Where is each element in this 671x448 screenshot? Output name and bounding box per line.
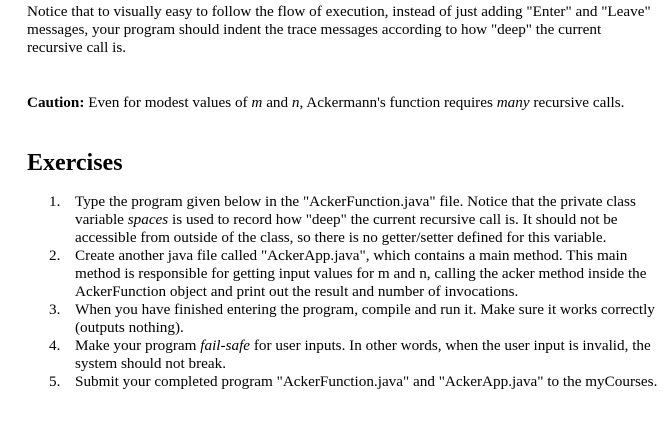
- caution-text-2: and: [262, 94, 292, 111]
- caution-text-3: , Ackermann's function requires: [299, 94, 497, 111]
- exercise-text: Make your program: [75, 337, 201, 354]
- exercise-item-2: [0, 247, 660, 301]
- exercise-text: Create another java file called "AckerApp.java", which contains a main method. This main method is responsible for getting input values for m and n, calling the acker method inside the AckerFunction object and print out the result and number of invocations.: [75, 247, 647, 300]
- exercise-item-5: [0, 373, 660, 391]
- caution-label: Caution:: [27, 94, 85, 111]
- exercise-item-3: [0, 301, 660, 337]
- exercise-number: 4.: [49, 337, 61, 354]
- exercise-number: 5.: [49, 373, 61, 390]
- exercise-number: 1.: [49, 193, 61, 210]
- exercise-emphasis: spaces: [127, 211, 169, 228]
- exercise-text: Type the program given below in the "AckerFunction.java" file. Notice that the private class variable: [75, 193, 636, 228]
- exercise-number: 2.: [49, 247, 61, 264]
- exercise-text: Submit your completed program "AckerFunction.java" and "AckerApp.java" to the myCourses.: [75, 373, 658, 390]
- caution-var-n: n: [291, 94, 300, 111]
- exercise-text: for user inputs. In other words, when the user input is invalid, the system should not break.: [75, 337, 651, 372]
- caution-paragraph: [27, 94, 657, 112]
- exercise-item-1: [0, 193, 660, 247]
- caution-text-4: recursive calls.: [529, 94, 625, 111]
- exercise-text: When you have finished entering the program, compile and run it. Make sure it works correctly (outputs nothing).: [75, 301, 655, 336]
- exercises-list: [0, 193, 660, 391]
- exercise-emphasis: fail-safe: [200, 337, 251, 354]
- exercises-heading: Exercises: [27, 150, 123, 176]
- caution-var-m: m: [251, 94, 263, 111]
- intro-paragraph: Notice that to visually easy to follow the flow of execution, instead of just adding "Enter" and "Leave" messages, your program should indent the trace messages according to how "deep" the current recursive call is.: [27, 3, 651, 56]
- exercise-item-4: [0, 337, 660, 373]
- caution-text-1: Even for modest values of: [84, 94, 252, 111]
- exercise-number: 3.: [49, 301, 61, 318]
- exercise-text: is used to record how "deep" the current recursive call is. It should not be accessible from outside of the class, so there is no getter/setter defined for this variable.: [75, 211, 618, 246]
- caution-emphasis-many: many: [496, 94, 530, 111]
